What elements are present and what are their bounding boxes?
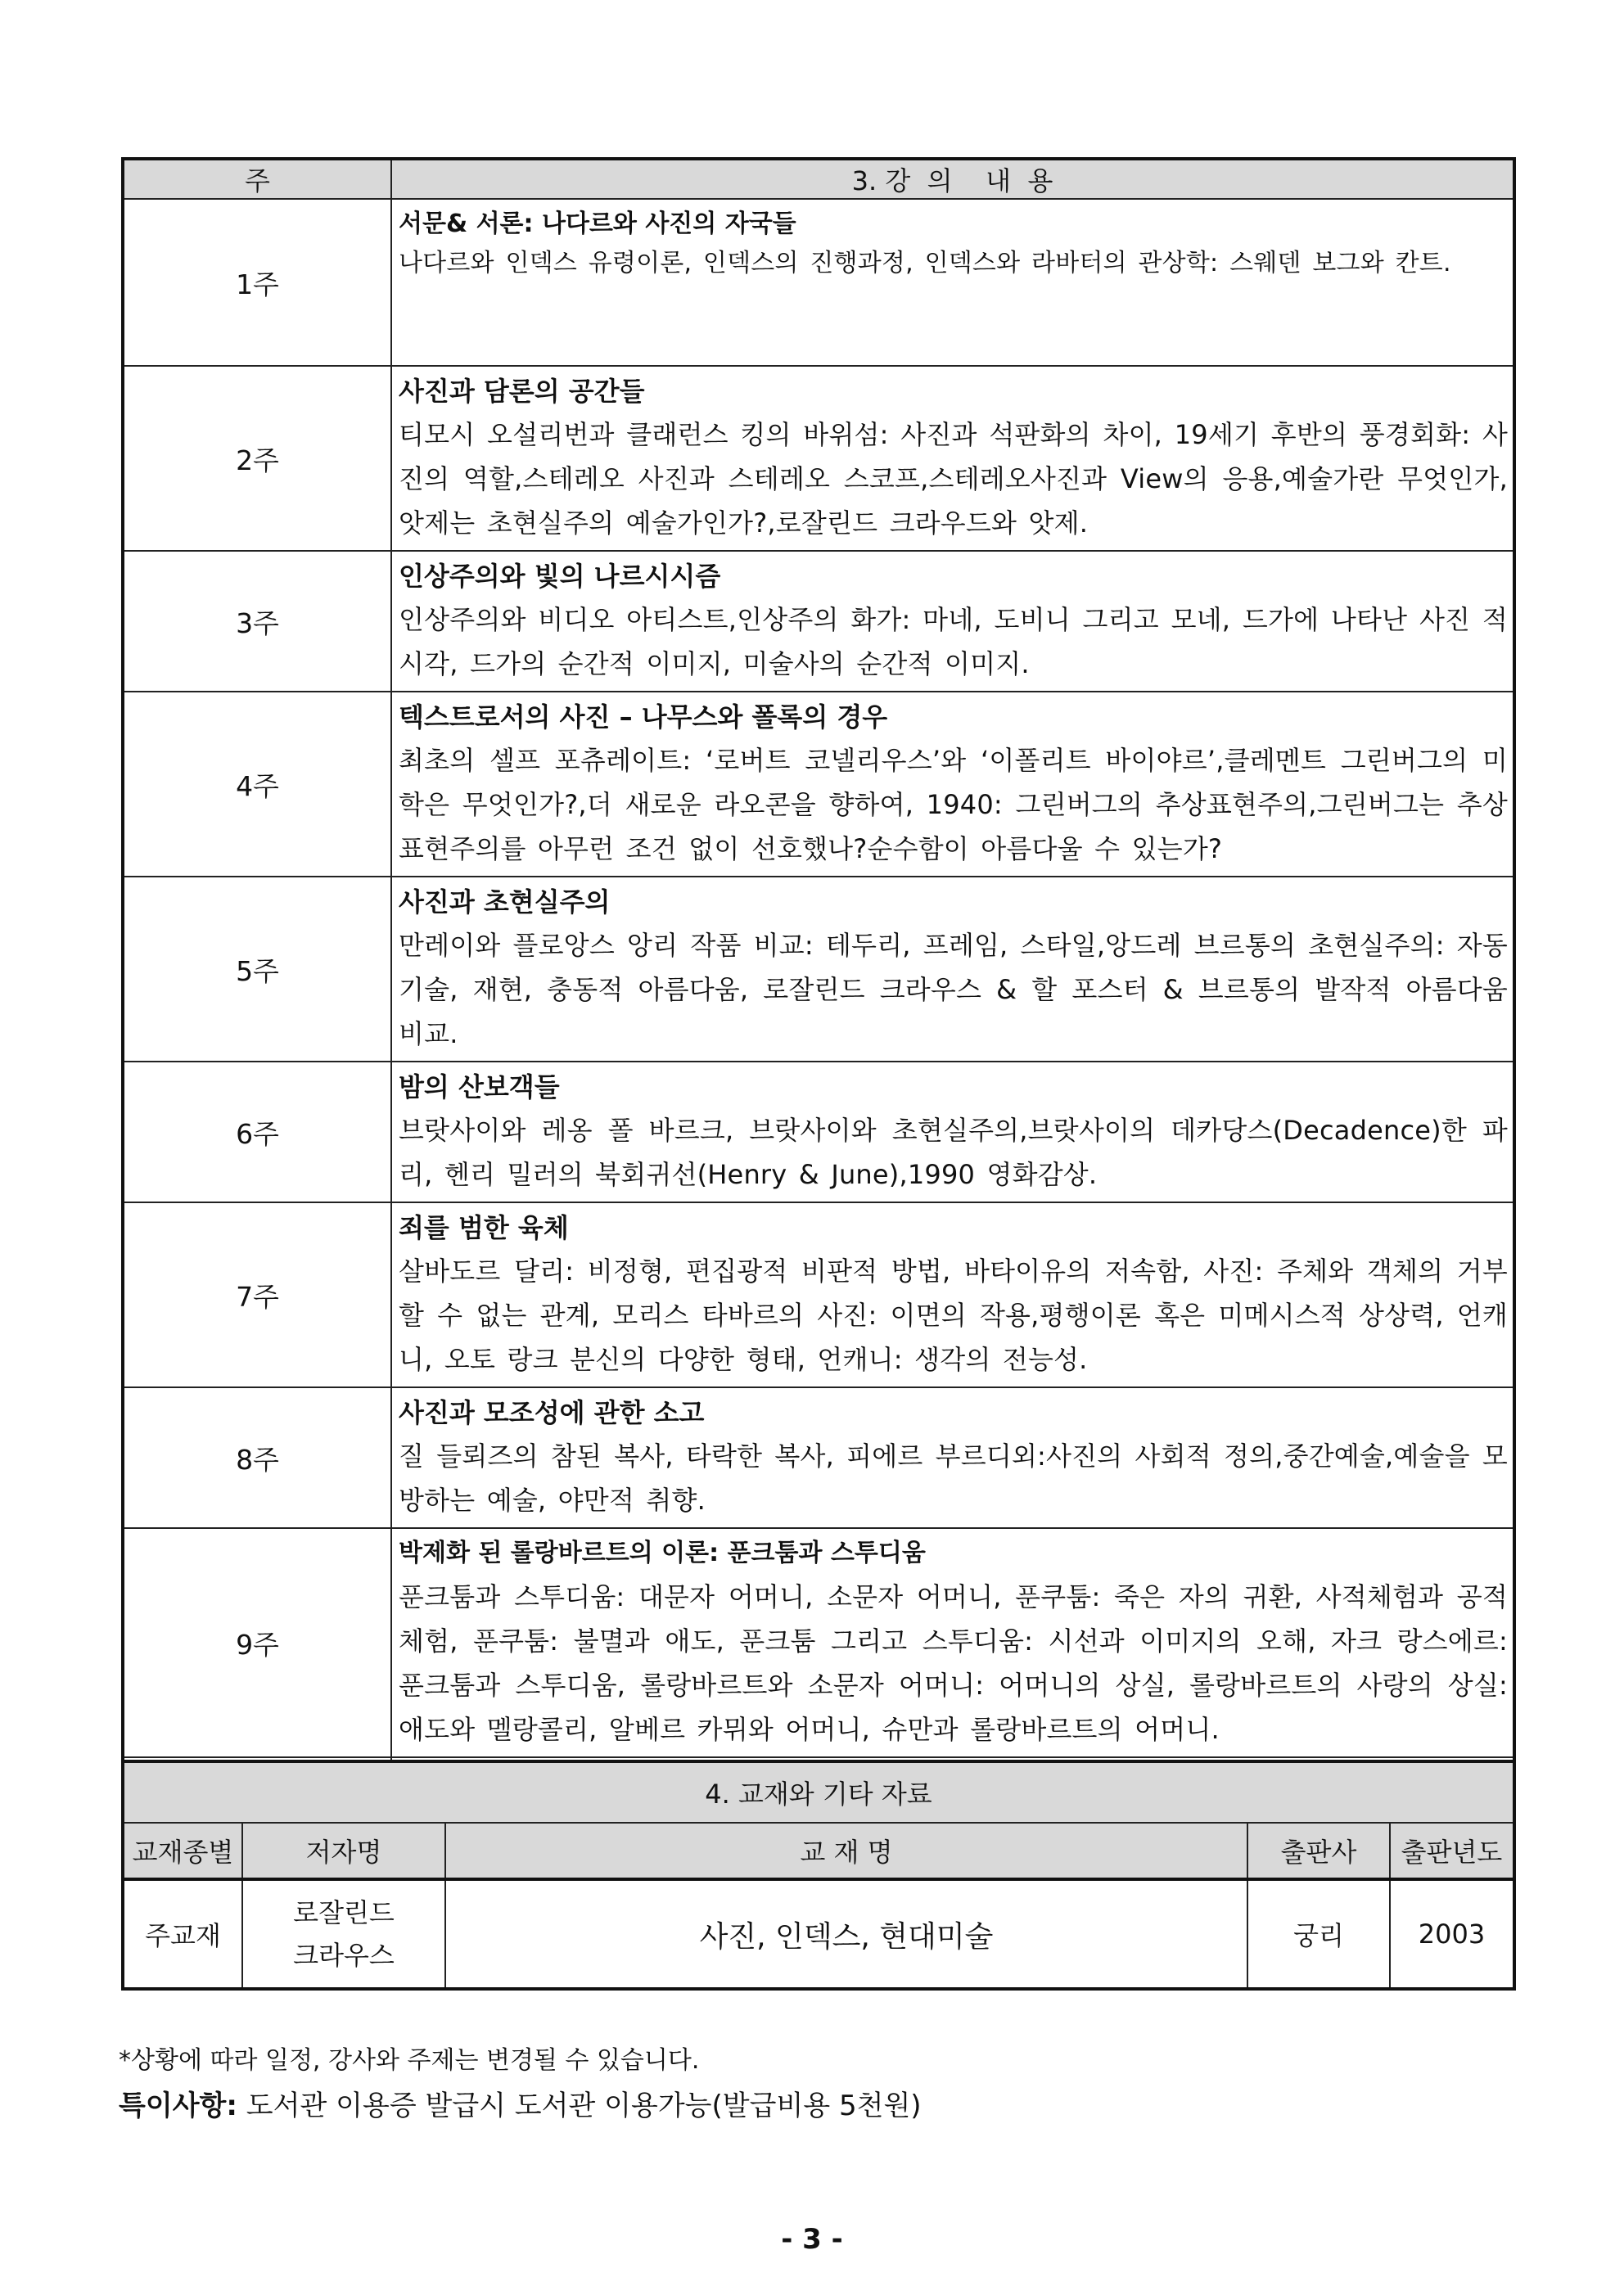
table-row	[123, 1528, 1514, 1757]
textbook-table	[121, 1760, 1516, 1991]
lecture-header-row	[123, 159, 1514, 199]
week-body: 살바도르 달리: 비정형, 편집광적 비판적 방법, 바타이유의 저속함, 사진: 주체와 객체의 거부할 수 없는 관계, 모리스 타바르의 사진: 이면의 작용,평행이론 혹은 미메시스적 상상력, 언캐니, 오토 랑크 분신의 다양한 형태, 언캐니: 생각의 전능성.	[399, 1256, 1508, 1375]
week-body: 질 들뢰즈의 참된 복사, 타락한 복사, 피에르 부르디외:사진의 사회적 정의,중간예술,예술을 모방하는 예술, 야만적 취향.	[399, 1441, 1508, 1516]
week-content	[391, 1387, 1514, 1528]
special-text: 도서관 이용증 발급시 도서관 이용가능(발급비용 5천원)	[237, 2090, 922, 2122]
week-label: 6주	[123, 1062, 391, 1202]
week-body: 나다르와 인덱스 유령이론, 인덱스의 진행과정, 인덱스와 라바터의 관상학: 스웨덴 보그와 칸트.	[399, 249, 1451, 277]
week-title: 죄를 범한 육체	[399, 1212, 569, 1243]
book-publisher: 궁리	[1247, 1879, 1390, 1989]
table-row	[123, 199, 1514, 366]
week-content	[391, 551, 1514, 692]
table-row	[123, 877, 1514, 1062]
col-publisher-header: 출판사	[1247, 1823, 1390, 1879]
schedule-note: *상황에 따라 일정, 강사와 주제는 변경될 수 있습니다.	[119, 2046, 700, 2075]
table-row	[123, 366, 1514, 551]
week-label: 3주	[123, 551, 391, 692]
special-label: 특이사항:	[119, 2090, 237, 2122]
week-label: 2주	[123, 366, 391, 551]
page-number: - 3 -	[781, 2223, 843, 2256]
week-label: 5주	[123, 877, 391, 1062]
week-body: 인상주의와 비디오 아티스트,인상주의 화가: 마네, 도비니 그리고 모네, 드가에 나타난 사진 적 시각, 드가의 순간적 이미지, 미술사의 순간적 이미지.	[399, 604, 1508, 679]
table-row	[123, 1202, 1514, 1387]
table-row	[123, 1387, 1514, 1528]
author-line: 로잘린드	[293, 1897, 395, 1928]
week-content	[391, 1202, 1514, 1387]
textbook-header-row	[123, 1823, 1514, 1879]
col-book-header: 교 재 명	[445, 1823, 1247, 1879]
week-label: 7주	[123, 1202, 391, 1387]
table-row	[123, 692, 1514, 877]
week-title: 밤의 산보객들	[399, 1071, 560, 1102]
week-title: 텍스트로서의 사진 – 나무스와 폴록의 경우	[399, 701, 888, 733]
week-label: 4주	[123, 692, 391, 877]
table-row	[123, 1879, 1514, 1989]
week-content	[391, 199, 1514, 366]
col-content-header: 3. 강 의 내 용	[391, 159, 1514, 199]
week-content	[391, 1528, 1514, 1757]
table-row	[123, 1062, 1514, 1202]
textbook-section-title: 4. 교재와 기타 자료	[123, 1761, 1514, 1823]
book-author	[242, 1879, 445, 1989]
week-title: 인상주의와 빛의 나르시시즘	[399, 561, 721, 592]
col-author-header: 저자명	[242, 1823, 445, 1879]
col-year-header: 출판년도	[1390, 1823, 1514, 1879]
week-body: 만레이와 플로앙스 앙리 작품 비교: 테두리, 프레임, 스타일,앙드레 브르통의 초현실주의: 자동기술, 재현, 충동적 아름다움, 로잘린드 크라우스 & 할 포스터 & 브르통의 발작적 아름다움 비교.	[399, 930, 1508, 1049]
week-label: 1주	[123, 199, 391, 366]
week-body: 티모시 오설리번과 클래런스 킹의 바위섬: 사진과 석판화의 차이, 19세기 후반의 풍경회화: 사진의 역할,스테레오 사진과 스테레오 스코프,스테레오사진과 View의 응용,예술가란 무엇인가,앗제는 초현실주의 예술가인가?,로잘린드 크라우드와 앗제.	[399, 419, 1508, 539]
week-content	[391, 692, 1514, 877]
textbook-title-row	[123, 1761, 1514, 1823]
week-body: 최초의 셀프 포츄레이트: ‘로버트 코넬리우스’와 ‘이폴리트 바이야르’,클레멘트 그린버그의 미학은 무엇인가?,더 새로운 라오콘을 향하여, 1940: 그린버그의 추상표현주의,그린버그는 추상 표현주의를 아무런 조건 없이 선호했나?순수함이 아름다울 수 있는가?	[399, 745, 1508, 864]
week-content	[391, 1062, 1514, 1202]
week-title: 사진과 모조성에 관한 소고	[399, 1397, 705, 1428]
week-title: 사진과 초현실주의	[399, 886, 611, 918]
week-label: 9주	[123, 1528, 391, 1757]
table-row	[123, 551, 1514, 692]
col-type-header: 교재종별	[123, 1823, 242, 1879]
week-title: 서문& 서론: 나다르와 사진의 자국들	[399, 210, 796, 238]
author-line: 크라우스	[293, 1940, 395, 1971]
week-label: 8주	[123, 1387, 391, 1528]
week-body: 푼크툼과 스투디움: 대문자 어머니, 소문자 어머니, 푼쿠툼: 죽은 자의 귀환, 사적체험과 공적체험, 푼쿠툼: 불멸과 애도, 푼크툼 그리고 스투디움: 시선과 이미지의 오해, 자크 랑스에르: 푼크툼과 스투디움, 롤랑바르트와 소문자 어머니: 어머니의 상실, 롤랑바르트의 사랑의 상실: 애도와 멜랑콜리, 알베르 카뮈와 어머니, 슈만과 롤랑바르트의 어머니.	[399, 1581, 1508, 1745]
week-content	[391, 877, 1514, 1062]
week-body: 브랏사이와 레옹 폴 바르크, 브랏사이와 초현실주의,브랏사이의 데카당스(Decadence)한 파리, 헨리 밀러의 북회귀선(Henry & June),1990 영화감상.	[399, 1115, 1508, 1190]
col-week-header: 주	[123, 159, 391, 199]
book-year: 2003	[1390, 1879, 1514, 1989]
lecture-table	[121, 157, 1516, 1844]
book-type: 주교재	[123, 1879, 242, 1989]
special-notice	[119, 2083, 922, 2123]
week-content	[391, 366, 1514, 551]
week-title: 박제화 된 롤랑바르트의 이론: 푼크툼과 스투디움	[399, 1539, 926, 1567]
week-title: 사진과 담론의 공간들	[399, 376, 645, 407]
book-title: 사진, 인덱스, 현대미술	[445, 1879, 1247, 1989]
